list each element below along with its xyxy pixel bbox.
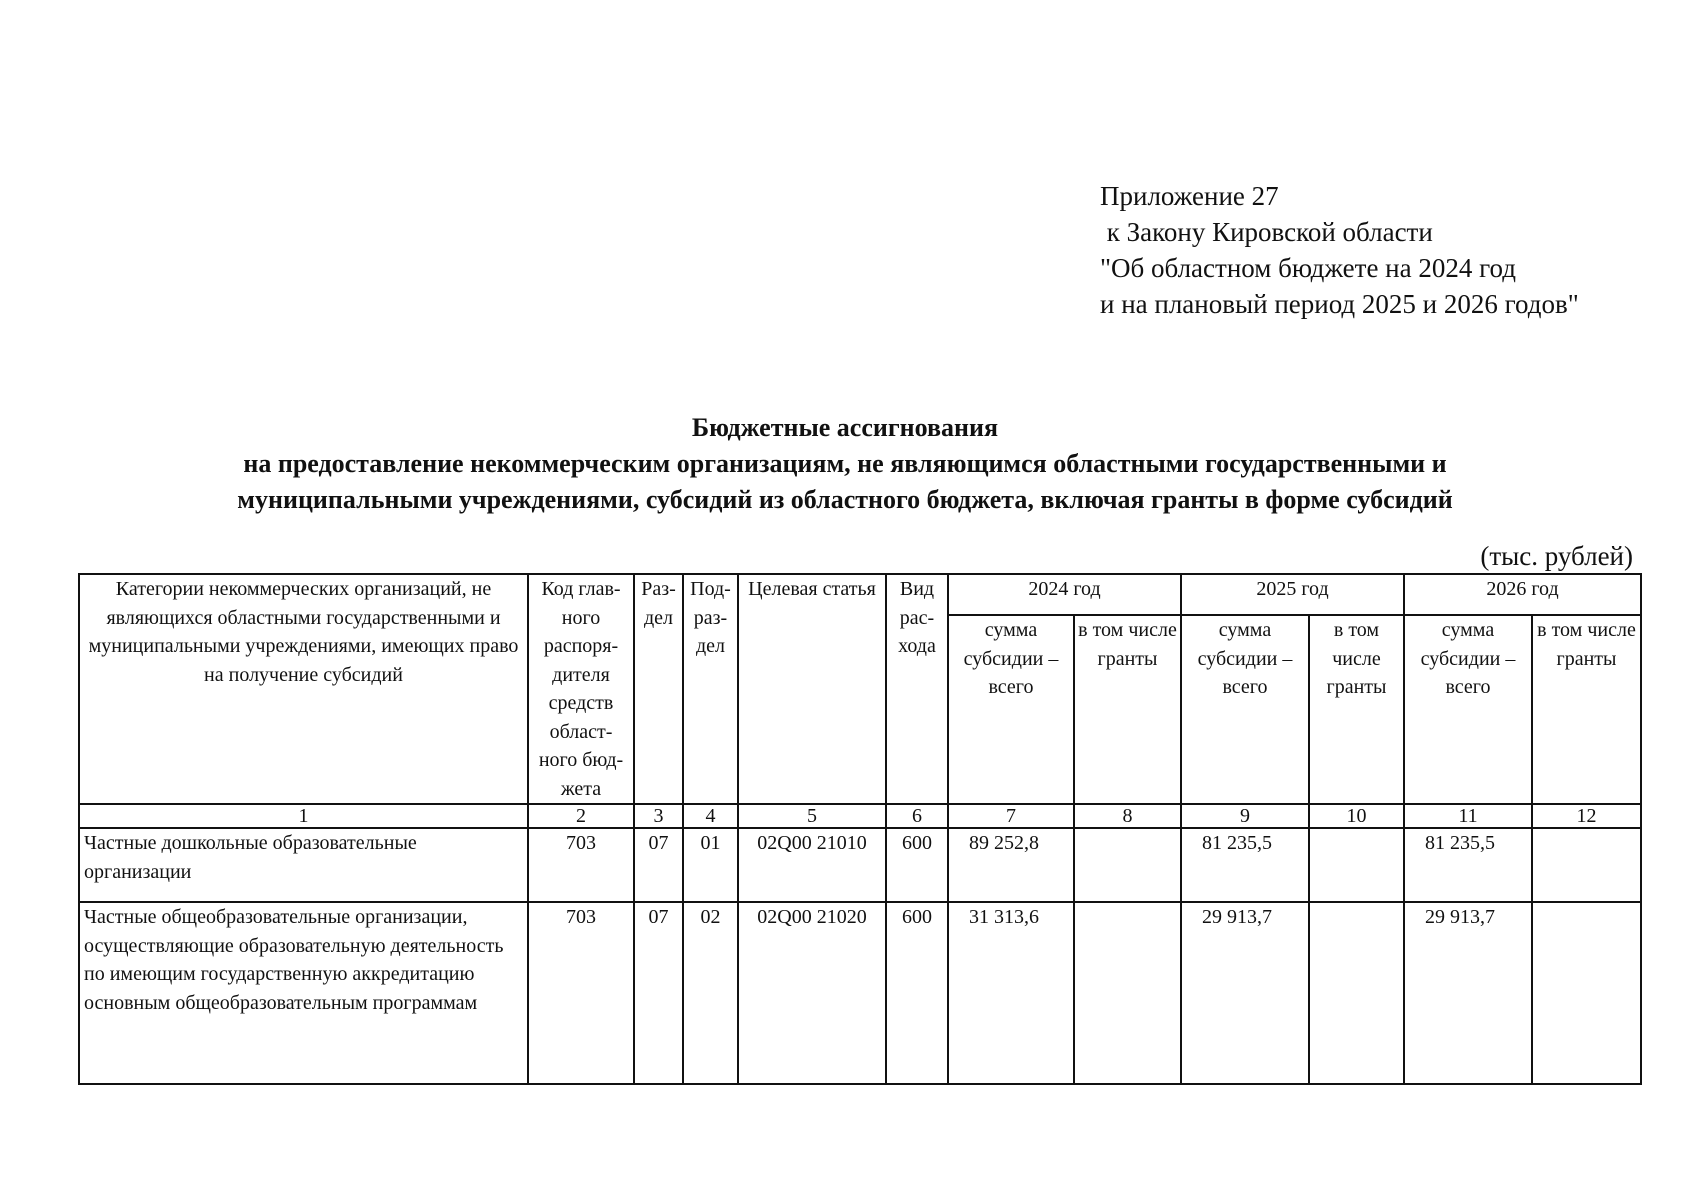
column-number: 7 [948, 804, 1074, 828]
row-2025-total: 81 235,5 [1181, 828, 1309, 902]
row-2025-grants [1309, 902, 1404, 1084]
header-row-years [79, 574, 1641, 615]
row-2025-grants [1309, 828, 1404, 902]
document-title [0, 410, 1690, 518]
header-section: Раз-дел [634, 574, 683, 804]
row-2026-grants [1532, 828, 1641, 902]
header-category: Категории некоммерческих организаций, не являющихся областными государственными и муниципальными учреждениями, имеющих право на получение субсидий [79, 574, 528, 804]
column-number: 3 [634, 804, 683, 828]
header-2026-total: сумма субсидии – всего [1404, 615, 1532, 804]
row-code: 703 [528, 902, 634, 1084]
row-target: 02Q00 21020 [738, 902, 886, 1084]
row-section: 07 [634, 828, 683, 902]
column-number: 6 [886, 804, 948, 828]
row-category: Частные общеобразовательные организации, осуществляющие образовательную деятельность по имеющим государственную аккредитацию основным общеобразовательным программам [79, 902, 528, 1084]
row-2024-total: 31 313,6 [948, 902, 1074, 1084]
column-number-row [79, 804, 1641, 828]
row-2026-total: 81 235,5 [1404, 828, 1532, 902]
row-2026-grants [1532, 902, 1641, 1084]
appendix-line-4: и на плановый период 2025 и 2026 годов" [1100, 289, 1579, 319]
title-line-3: муниципальными учреждениями, субсидий из областного бюджета, включая гранты в форме субсидий [237, 485, 1453, 514]
row-2024-grants [1074, 902, 1181, 1084]
row-target: 02Q00 21010 [738, 828, 886, 902]
appendix-note [1100, 178, 1579, 322]
title-line-2: на предоставление некоммерческим организациям, не являющимся областными государственными и [243, 449, 1447, 478]
table-row [79, 902, 1641, 1084]
row-category: Частные дошкольные образовательные организации [79, 828, 528, 902]
row-2024-grants [1074, 828, 1181, 902]
header-year-2025: 2025 год [1181, 574, 1404, 615]
header-2024-grants: в том числе гранты [1074, 615, 1181, 804]
column-number: 12 [1532, 804, 1641, 828]
header-target: Целевая статья [738, 574, 886, 804]
header-year-2026: 2026 год [1404, 574, 1641, 615]
header-2024-total: сумма субсидии – всего [948, 615, 1074, 804]
header-subsection: Под-раз-дел [683, 574, 738, 804]
budget-table [78, 573, 1642, 1085]
row-subsection: 01 [683, 828, 738, 902]
column-number: 5 [738, 804, 886, 828]
header-2025-grants: в том числе гранты [1309, 615, 1404, 804]
column-number: 10 [1309, 804, 1404, 828]
appendix-line-1: Приложение 27 [1100, 181, 1279, 211]
row-2024-total: 89 252,8 [948, 828, 1074, 902]
header-year-2024: 2024 год [948, 574, 1181, 615]
row-code: 703 [528, 828, 634, 902]
row-subsection: 02 [683, 902, 738, 1084]
header-expense-type: Вид рас-хода [886, 574, 948, 804]
column-number: 1 [79, 804, 528, 828]
appendix-line-2: к Закону Кировской области [1100, 217, 1433, 247]
row-expense-type: 600 [886, 902, 948, 1084]
header-2026-grants: в том числе гранты [1532, 615, 1641, 804]
header-code: Код глав-ного распоря-дителя средств област-ного бюд-жета [528, 574, 634, 804]
row-2026-total: 29 913,7 [1404, 902, 1532, 1084]
column-number: 11 [1404, 804, 1532, 828]
column-number: 4 [683, 804, 738, 828]
header-2025-total: сумма субсидии – всего [1181, 615, 1309, 804]
column-number: 2 [528, 804, 634, 828]
appendix-line-3: "Об областном бюджете на 2024 год [1100, 253, 1516, 283]
units-label: (тыс. рублей) [1480, 541, 1633, 571]
table-row [79, 828, 1641, 902]
column-number: 8 [1074, 804, 1181, 828]
row-section: 07 [634, 902, 683, 1084]
title-line-1: Бюджетные ассигнования [691, 413, 999, 442]
row-2025-total: 29 913,7 [1181, 902, 1309, 1084]
row-expense-type: 600 [886, 828, 948, 902]
column-number: 9 [1181, 804, 1309, 828]
